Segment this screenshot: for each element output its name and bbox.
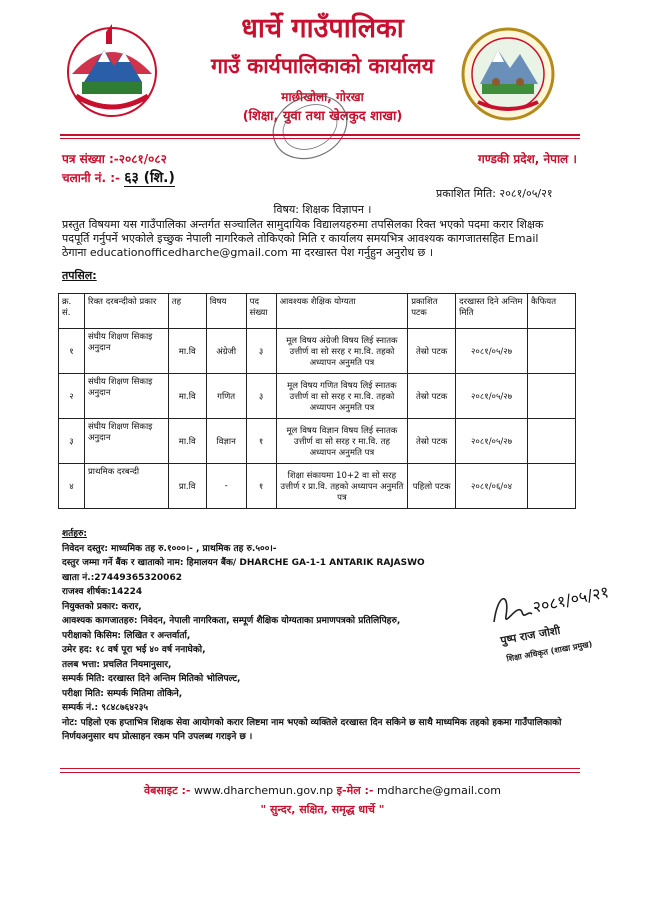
term-line: सम्पर्क नं.: ९८४८७६४२३५ [62, 703, 149, 713]
cell: संघीय शिक्षण सिकाइ अनुदान [84, 329, 168, 374]
signatory-name: पुष्प राज जोशी [499, 623, 562, 648]
cell [528, 464, 576, 509]
header-divider [60, 134, 580, 136]
contact-line: वेबसाइट :- www.dharchemun.gov.np इ-मेल :- mdharche@gmail.com [144, 784, 501, 797]
header-remarks: कैफियत [528, 294, 576, 329]
table-row [59, 464, 576, 509]
cell: मूल विषय विज्ञान विषय लिई स्नातक उत्तीर्ण वा सो सरह र मा.वि. तह अध्यापन अनुमति पत्र [276, 419, 408, 464]
cell: मा.वि [168, 419, 206, 464]
term-line: परीक्षा मिति: सम्पर्क मितिमा तोकिने, [62, 688, 183, 699]
cell: संघीय शिक्षण सिकाइ अनुदान [84, 419, 168, 464]
website-link[interactable]: www.dharchemun.gov.np [193, 784, 334, 797]
cell: प्राथमिक दरबन्दी [84, 464, 168, 509]
cell: ४ [59, 464, 85, 509]
reference-number: पत्र संख्या :-२०८१/०८२ [62, 152, 167, 166]
province-label: गण्डकी प्रदेश, नेपाल । [478, 152, 577, 166]
cell: - [206, 464, 246, 509]
term-line: निवेदन दस्तुर: माध्यमिक तह रु.१०००।- , प्राथमिक तह रु.५००।- [62, 543, 277, 554]
cell: प्रा.वि [168, 464, 206, 509]
cell: २०८१/०५/२७ [456, 329, 528, 374]
signature-date: २०८१/०५/२१ [530, 582, 611, 617]
cell: पहिलो पटक [408, 464, 456, 509]
term-line: राजश्व शीर्षक:14224 [62, 587, 143, 597]
cell: तेस्रो पटक [408, 374, 456, 419]
header-subject: विषय [206, 294, 246, 329]
cell: तेस्रो पटक [408, 419, 456, 464]
table-header-row [59, 294, 576, 329]
term-line: उमेर हद: १८ वर्ष पूरा भई ४० वर्ष ननाघेको, [62, 645, 206, 655]
term-line: आवश्यक कागजातहरु: निवेदन, नेपाली नागरिकता, सम्पूर्ण शैक्षिक योग्यताका प्रमाणपत्रको प्रतिलिपिहरु, [62, 616, 401, 626]
email-link[interactable]: mdharche@gmail.com [376, 784, 501, 797]
term-line: सम्पर्क मिति: दरखास्त दिने अन्तिम मितिको भोलिपल्ट, [62, 674, 241, 684]
note-line: नोट: पहिलो एक हप्ताभित्र शिक्षक सेवा आयोगको करार लिष्टमा नाम भएको व्यक्तिले दरखास्त दिन सकिने छ साथै माध्यमिक तहको हकमा गाउँपालिकाको निर्णयअनुसार थप प्रोत्साहन रकम पनि उपलब्ध गराइने छ । [62, 717, 562, 742]
branch-name: (शिक्षा, युवा तथा खेलकुद शाखा) [242, 109, 403, 124]
footer-divider-thin [60, 772, 580, 773]
cell: १ [59, 329, 85, 374]
cell: मूल विषय गणित विषय लिई स्नातक उत्तीर्ण वा सो सरह र मा.वि. तहको अध्यापन अनुमति पत्र [276, 374, 408, 419]
cell: विज्ञान [206, 419, 246, 464]
details-heading: तपसिल: [62, 269, 97, 282]
cell: संघीय शिक्षण सिकाइ अनुदान [84, 374, 168, 419]
terms-heading: शर्तहरु: [62, 529, 88, 539]
cell: ३ [59, 419, 85, 464]
table-row [59, 329, 576, 374]
header-deadline: दरखास्त दिने अन्तिम मिति [456, 294, 528, 329]
notice-body: प्रस्तुत विषयमा यस गाउँपालिका अन्तर्गत सञ्चालित सामुदायिक विद्यालयहरुमा तपसिलका रिक्त भएको पदमा करार शिक्षक पदपूर्ति गर्नुपर्ने भएकोले इच्छुक नेपाली नागरिकले तोकिएको मिति र कार्यालय समयभित्र आवश्यक कागजातसहित Email ठेगाना educationofficedharche@gmail.com मा दरखास्त पेश गर्नुहुन अनुरोध छ । [62, 218, 544, 259]
subject-line: विषय: शिक्षक विज्ञापन । [273, 203, 372, 216]
cell [528, 329, 576, 374]
terms-section [62, 527, 562, 745]
header-sn: क्र. सं. [59, 294, 85, 329]
cell: ३ [246, 374, 276, 419]
header-divider-thin [60, 138, 580, 139]
cell: तेस्रो पटक [408, 329, 456, 374]
cell: अंग्रेजी [206, 329, 246, 374]
cell: मा.वि [168, 374, 206, 419]
slogan: " सुन्दर, सक्षित, समृद्ध धार्चे " [260, 803, 385, 816]
table-row [59, 374, 576, 419]
office-address: माछीखोला, गोरखा [281, 90, 364, 104]
term-line: तलब भत्ता: प्रचलित नियमानुसार, [62, 659, 172, 670]
term-line: नियुक्तको प्रकार: करार, [62, 601, 142, 612]
header-qualification: आवश्यक शैक्षिक योग्यता [276, 294, 408, 329]
published-date: प्रकाशित मिति: २०८१/०५/२१ [436, 187, 553, 200]
header-positions: पद संख्या [246, 294, 276, 329]
header-level: तह [168, 294, 206, 329]
cell: २ [59, 374, 85, 419]
table-row [59, 419, 576, 464]
term-line: खाता नं.:27449365320062 [62, 572, 182, 583]
cell [528, 419, 576, 464]
cell: ३ [246, 329, 276, 374]
header-post-type: रिक्त दरबन्दीको प्रकार [84, 294, 168, 329]
cell: १ [246, 419, 276, 464]
cell: मूल विषय अंग्रेजी विषय लिई स्नातक उत्तीर्ण वा सो सरह र मा.वि. तहको अध्यापन अनुमति पत्र [276, 329, 408, 374]
footer-divider [60, 768, 580, 769]
cell: २०८१/०६/०४ [456, 464, 528, 509]
dispatch-number: चलानी नं. :- ६३ (शि.) [62, 170, 175, 186]
cell: गणित [206, 374, 246, 419]
cell: शिक्षा संकायमा 10+2 वा सो सरह उत्तीर्ण र प्रा.वि. तहको अध्यापन अनुमति पत्र [276, 464, 408, 509]
term-line: दस्तुर जम्मा गर्ने बैंक र खाताको नाम: हिमालयन बैंक/ DHARCHE GA-1-1 ANTARIK RAJASWO [62, 558, 425, 568]
cell: मा.वि [168, 329, 206, 374]
signatory-position: शिक्षा अधिकृत (शाखा प्रमुख) [505, 639, 593, 664]
cell: २०८१/०५/२७ [456, 419, 528, 464]
office-name: गाउँ कार्यपालिकाको कार्यालय [211, 53, 434, 78]
municipality-name: धार्चे गाउँपालिका [241, 13, 404, 44]
cell: २०८१/०५/२७ [456, 374, 528, 419]
cell [528, 374, 576, 419]
vacancy-table [58, 293, 576, 509]
term-line: परीक्षाको किसिम: लिखित र अन्तर्वार्ता, [62, 630, 191, 641]
header-publication: प्रकाशित पटक [408, 294, 456, 329]
cell: १ [246, 464, 276, 509]
